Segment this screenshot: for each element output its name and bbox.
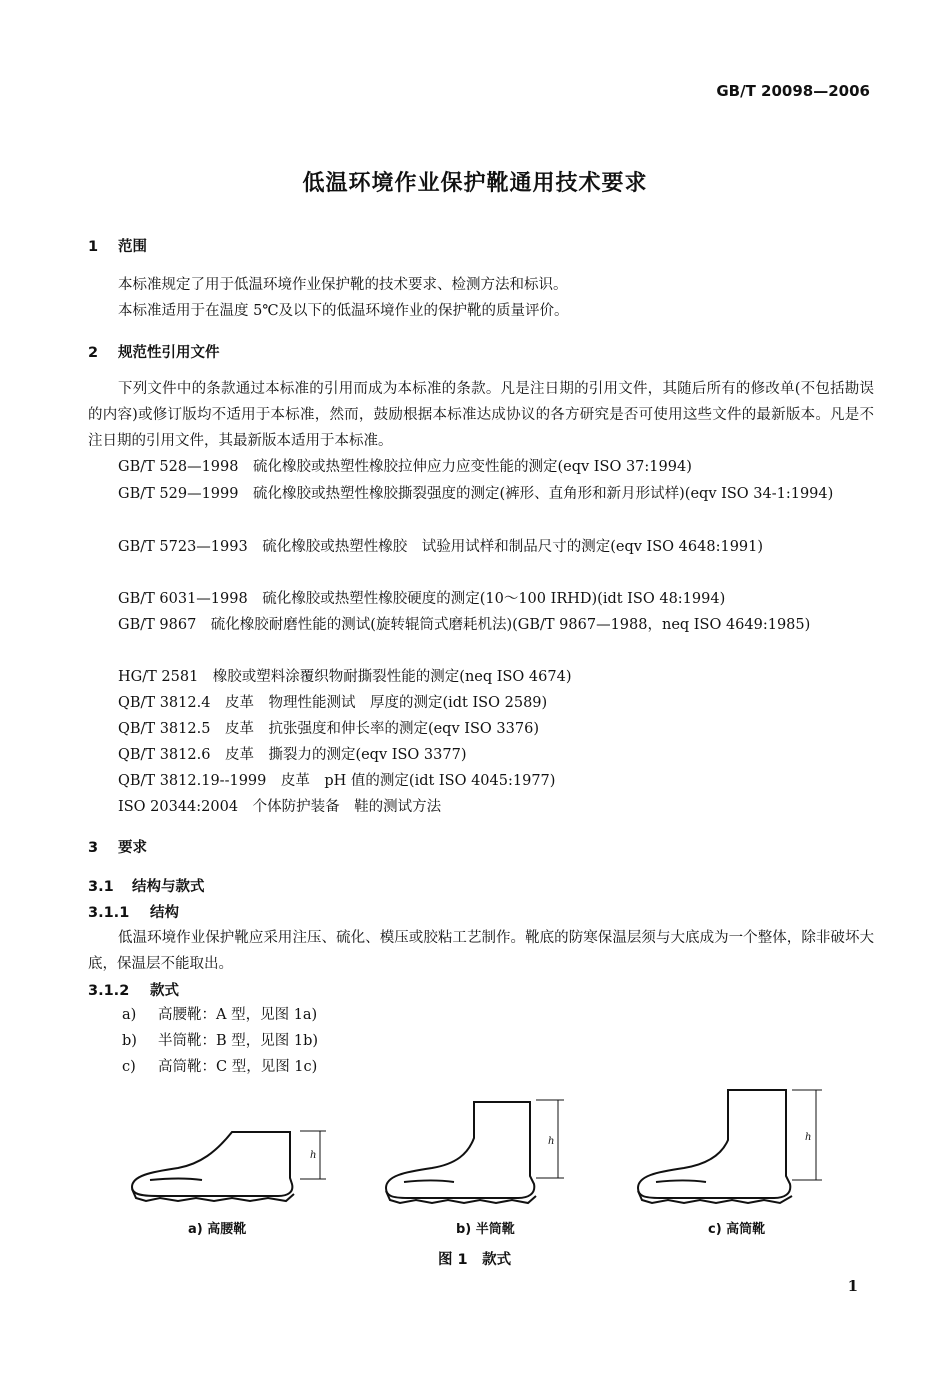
reference-item: ISO 20344:2004 个体防护装备 鞋的测试方法	[118, 799, 442, 815]
list-marker: a)	[122, 1007, 137, 1023]
height-label-b: h	[548, 1136, 555, 1147]
list-text: 高筒靴：C 型，见图 1c)	[158, 1059, 318, 1075]
section-1-heading	[88, 235, 147, 256]
page-number: 1	[847, 1277, 858, 1295]
section-title: 规范性引用文件	[118, 345, 220, 361]
reference-item: QB/T 3812.4 皮革 物理性能测试 厚度的测定(idt ISO 2589)	[118, 695, 548, 711]
page-title: 低温环境作业保护靴通用技术要求	[302, 171, 648, 196]
section-title: 款式	[150, 983, 179, 999]
reference-item: GB/T 5723—1993 硫化橡胶或热塑性橡胶 试验用试样和制品尺寸的测定(eqv ISO 4648:1991)	[118, 539, 764, 555]
section-number: 1	[88, 239, 99, 255]
figure-caption-a: a) 高腰靴	[188, 1222, 247, 1237]
section-title: 结构	[150, 905, 179, 921]
section-title: 要求	[118, 840, 147, 856]
section-number: 3.1.2	[88, 983, 130, 999]
reference-item: GB/T 9867 硫化橡胶耐磨性能的测试(旋转辊筒式磨耗机法)(GB/T 9867—1988，neq ISO 4649:1985)	[118, 617, 811, 633]
figure-caption-c: c) 高筒靴	[708, 1222, 766, 1237]
reference-item: GB/T 528—1998 硫化橡胶或热塑性橡胶拉伸应力应变性能的测定(eqv ISO 37:1994)	[118, 459, 692, 475]
boot-a-drawing	[132, 1131, 326, 1201]
section-3-1-heading	[88, 875, 205, 896]
reference-item: HG/T 2581 橡胶或塑料涂覆织物耐撕裂性能的测定(neq ISO 4674)	[118, 669, 572, 685]
style-list-item	[122, 1002, 317, 1028]
reference-item: GB/T 6031—1998 硫化橡胶或热塑性橡胶硬度的测定(10～100 IRHD)(idt ISO 48:1994)	[118, 591, 726, 607]
figure-caption-b: b) 半筒靴	[456, 1222, 515, 1237]
figure-title: 图 1 款式	[438, 1252, 512, 1268]
section-title: 结构与款式	[132, 879, 205, 895]
section-number: 3.1.1	[88, 905, 130, 921]
style-list-item	[122, 1028, 318, 1054]
standard-number: GB/T 20098—2006	[716, 82, 870, 100]
section-title: 范围	[118, 239, 147, 255]
section-number: 3	[88, 840, 99, 856]
section-2-heading	[88, 341, 220, 362]
reference-item: QB/T 3812.6 皮革 撕裂力的测定(eqv ISO 3377)	[118, 747, 467, 763]
list-text: 半筒靴：B 型，见图 1b)	[158, 1033, 319, 1049]
height-label-c: h	[805, 1132, 812, 1143]
reference-item: QB/T 3812.5 皮革 抗张强度和伸长率的测定(eqv ISO 3376)	[118, 721, 539, 737]
structure-paragraph: 低温环境作业保护靴应采用注压、硫化、模压或胶粘工艺制作。靴底的防寒保温层须与大底成为一个整体，除非破坏大底，保温层不能取出。	[88, 930, 874, 972]
list-marker: b)	[122, 1033, 137, 1049]
section-number: 3.1	[88, 879, 114, 895]
reference-item: GB/T 529—1999 硫化橡胶或热塑性橡胶撕裂强度的测定(裤形、直角形和新月形试样)(eqv ISO 34-1:1994)	[118, 486, 834, 502]
scope-paragraph-1: 本标准规定了用于低温环境作业保护靴的技术要求、检测方法和标识。	[118, 277, 568, 293]
height-label-a: h	[310, 1150, 317, 1161]
figure-1-boots	[0, 1088, 950, 1218]
section-3-1-2-heading	[88, 979, 179, 1000]
references-intro: 下列文件中的条款通过本标准的引用而成为本标准的条款。凡是注日期的引用文件，其随后所有的修改单(不包括勘误的内容)或修订版均不适用于本标准，然而，鼓励根据本标准达成协议的各方研究是否可使用这些文件的最新版本。凡是不注日期的引用文件，其最新版本适用于本标准。	[88, 381, 874, 449]
boot-b-drawing	[386, 1100, 564, 1203]
scope-paragraph-2: 本标准适用于在温度 5℃及以下的低温环境作业的保护靴的质量评价。	[118, 303, 569, 319]
section-3-heading	[88, 836, 147, 857]
list-text: 高腰靴：A 型，见图 1a)	[158, 1007, 318, 1023]
section-number: 2	[88, 345, 99, 361]
style-list-item	[122, 1054, 317, 1080]
list-marker: c)	[122, 1059, 136, 1075]
section-3-1-1-heading	[88, 901, 179, 922]
boot-c-drawing	[638, 1090, 822, 1203]
reference-item: QB/T 3812.19--1999 皮革 pH 值的测定(idt ISO 4045:1977)	[118, 773, 556, 789]
